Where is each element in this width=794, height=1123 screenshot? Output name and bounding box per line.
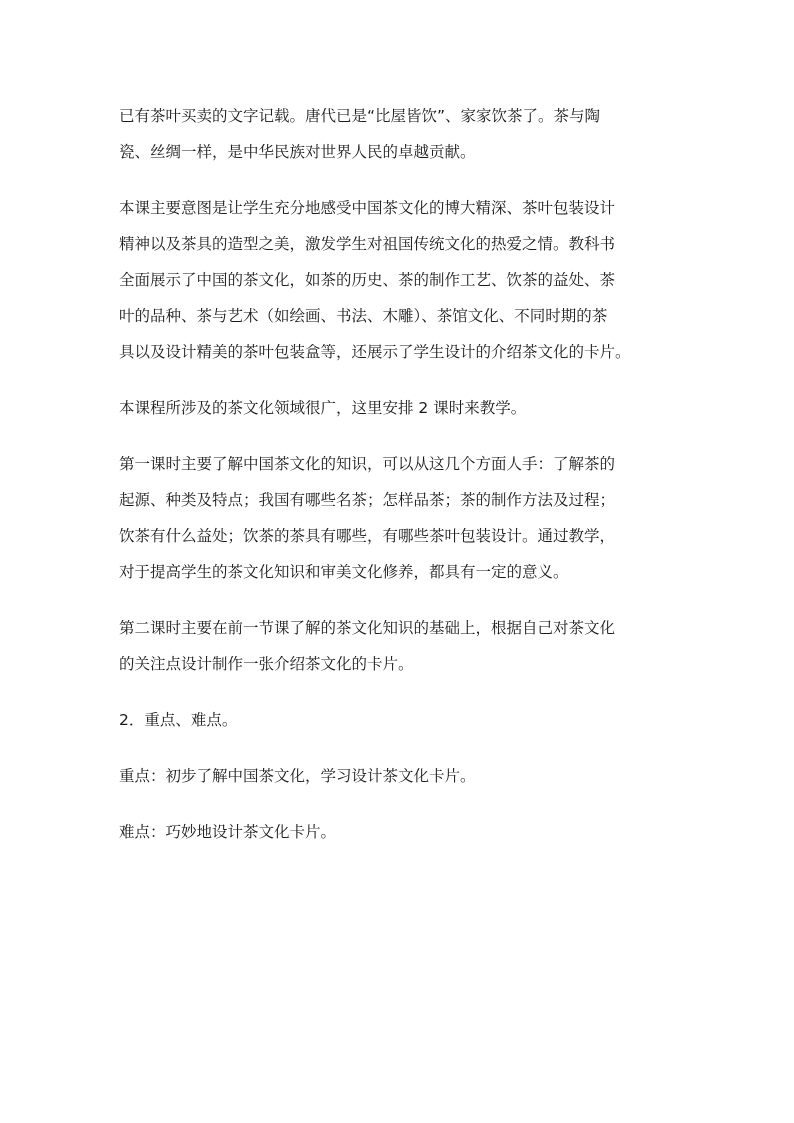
text-line: 本课程所涉及的茶文化领域很广，这里安排 2 课时来教学。 [119, 399, 527, 417]
paragraph-first-lesson [119, 446, 679, 590]
text-line: 全面展示了中国的茶文化，如茶的历史、茶的制作工艺、饮茶的益处、茶 [119, 271, 616, 289]
paragraph-tea-history [119, 98, 679, 170]
text-line: 难点：巧妙地设计茶文化卡片。 [119, 823, 337, 841]
text-line: 重点：初步了解中国茶文化，学习设计茶文化卡片。 [119, 767, 476, 785]
paragraph-second-lesson [119, 610, 679, 682]
paragraph-lesson-intent [119, 190, 679, 370]
text-line: 对于提高学生的茶文化知识和审美文化修养，都具有一定的意义。 [119, 563, 569, 581]
text-line: 饮茶有什么益处；饮茶的茶具有哪些，有哪些茶叶包装设计。通过教学， [119, 527, 616, 545]
text-line: 的关注点设计制作一张介绍茶文化的卡片。 [119, 655, 414, 673]
text-line: 精神以及茶具的造型之美，激发学生对祖国传统文化的热爱之情。教科书 [119, 235, 616, 253]
paragraph-difficult-point [119, 814, 679, 850]
text-line: 本课主要意图是让学生充分地感受中国茶文化的博大精深、茶叶包装设计 [119, 199, 616, 217]
text-line: 已有茶叶买卖的文字记载。唐代已是“比屋皆饮”、家家饮茶了。茶与陶 [119, 107, 601, 125]
paragraph-key-point [119, 758, 679, 794]
text-line: 第二课时主要在前一节课了解的茶文化知识的基础上，根据自己对茶文化 [119, 619, 616, 637]
text-line: 叶的品种、茶与艺术（如绘画、书法、木雕）、茶馆文化、不同时期的茶 [119, 307, 608, 325]
text-line: 起源、种类及特点；我国有哪些名茶；怎样品茶；茶的制作方法及过程； [119, 491, 616, 509]
section-heading-key-points [119, 702, 679, 738]
text-line: 具以及设计精美的茶叶包装盒等，还展示了学生设计的介绍茶文化的卡片。 [119, 343, 631, 361]
text-line: 2．重点、难点。 [119, 711, 238, 729]
text-line: 瓷、丝绸一样，是中华民族对世界人民的卓越贡献。 [119, 143, 476, 161]
text-line: 第一课时主要了解中国茶文化的知识，可以从这几个方面人手：了解茶的 [119, 455, 616, 473]
paragraph-lesson-count [119, 390, 679, 426]
document-body [119, 98, 679, 850]
